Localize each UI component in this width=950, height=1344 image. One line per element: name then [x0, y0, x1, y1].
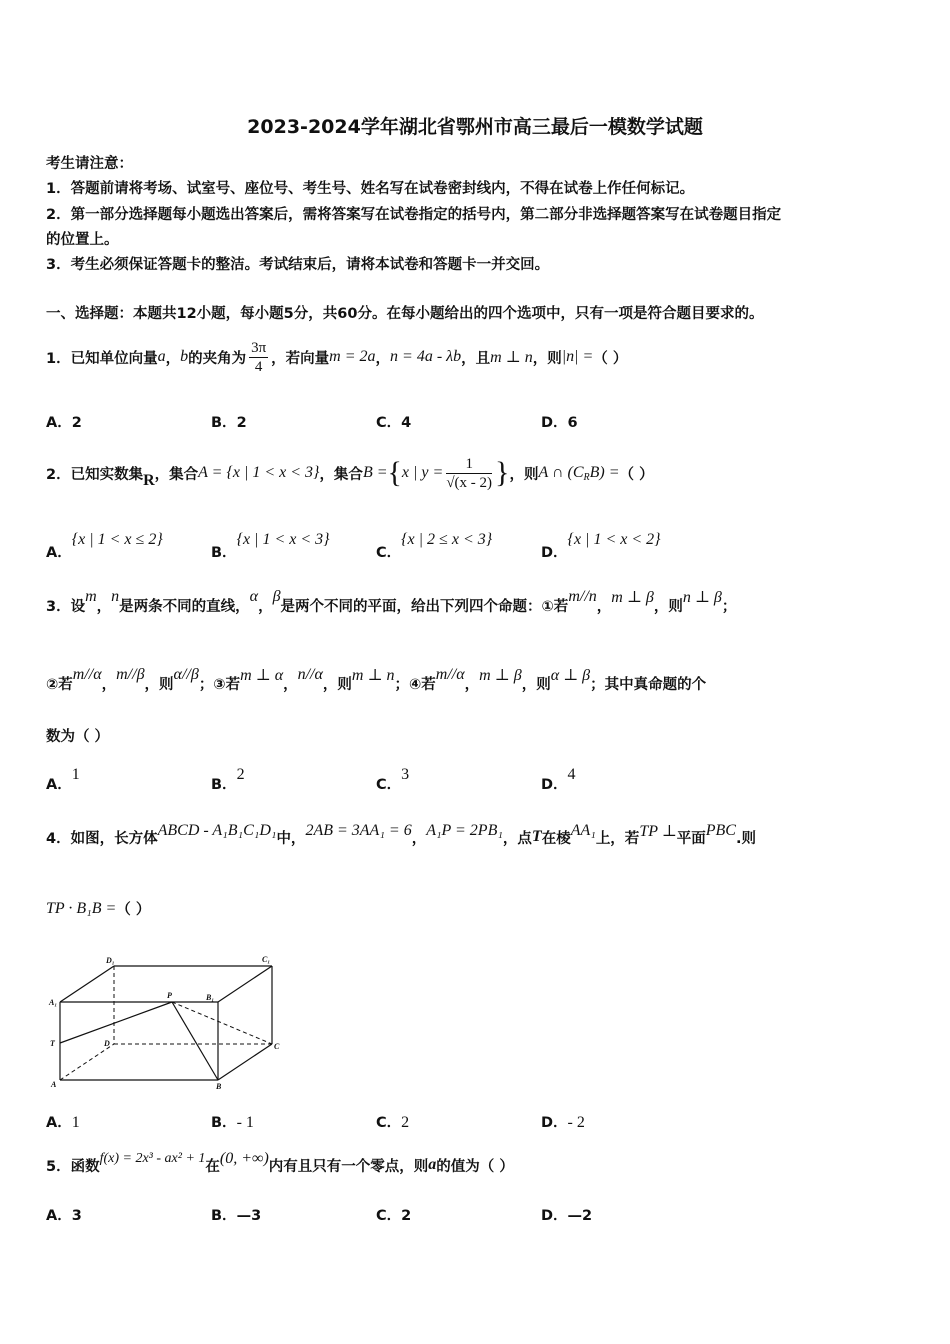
q4-option-a-value: 1	[71, 1114, 80, 1131]
notice-item-2: 2．第一部分选择题每小题选出答案后，需将答案写在试卷指定的括号内，第二部分非选择题答案写在试卷题目指定	[46, 207, 782, 223]
q5-option-a-label: A．	[46, 1208, 72, 1224]
q3-n: n	[111, 588, 120, 605]
q3-l2-end: ；其中真命题的个	[590, 676, 707, 693]
q4-paren: （ ）	[116, 902, 151, 918]
q3-l2-2: ②若	[46, 676, 73, 693]
q3-option-b[interactable]	[211, 763, 245, 793]
q2-option-d-value: {x | 1 < x < 2}	[567, 531, 661, 548]
q4-AA1: AA₁	[570, 822, 596, 839]
label-D1: D₁	[106, 956, 115, 965]
q4-option-b-value: - 1	[236, 1114, 254, 1131]
q4-end: .则	[735, 830, 756, 847]
q3-prefix: 3．设	[46, 598, 86, 615]
q1-mid2: ，若向量	[271, 350, 330, 367]
q4-dot: TP · B₁B =	[46, 899, 117, 917]
q3-mid2: 是两个不同的平面，给出下列四个命题：①若	[280, 598, 569, 615]
q1-option-c[interactable]	[376, 411, 411, 432]
q4-option-b-label: B．	[211, 1115, 237, 1131]
q4-mid5: 平面	[676, 830, 706, 847]
q2-R: R	[143, 472, 155, 489]
q3-option-d-label: D．	[541, 777, 568, 793]
segment-PB	[172, 1002, 218, 1080]
q3-comma3: ，	[596, 598, 612, 615]
q4-T: T	[531, 828, 542, 845]
q1-sep2: ，	[375, 350, 391, 367]
label-T: T	[50, 1039, 55, 1048]
edge-BC	[218, 1044, 272, 1080]
q1-mid3: ，且	[461, 350, 491, 367]
q3-option-b-value: 2	[236, 766, 245, 783]
edge-B1C1	[218, 966, 272, 1002]
q3-option-a-label: A．	[46, 777, 72, 793]
q5-option-b-label: B．	[211, 1208, 237, 1224]
q1-angle-fraction	[249, 339, 268, 376]
q3-ze1: ，则	[653, 598, 683, 615]
q5-option-c-value: 2	[401, 1208, 412, 1224]
q2-B-lhs: B =	[362, 464, 388, 481]
q1-option-c-label: C．	[376, 415, 402, 431]
q3-p2c: α//β	[173, 666, 199, 683]
q2-brace-open: {	[387, 456, 402, 489]
q1-option-b[interactable]	[211, 411, 247, 432]
q3-option-d[interactable]	[541, 763, 576, 793]
q4-option-d-value: - 2	[567, 1114, 585, 1131]
q5-func: f(x) = 2x³ - ax² + 1	[99, 1151, 206, 1166]
q3-option-a-value: 1	[71, 766, 80, 783]
label-C1: C₁	[262, 955, 271, 964]
q5-option-d-value: —2	[567, 1208, 593, 1224]
q2-option-c-label: C．	[376, 545, 402, 561]
q3-p1c: n ⊥ β	[682, 589, 722, 606]
q2-option-a[interactable]	[46, 528, 163, 561]
q3-comma4: ，	[101, 676, 117, 693]
q4-option-c[interactable]	[376, 1111, 409, 1132]
q3-l2-4: ；④若	[394, 676, 436, 693]
q3-mid1: 是两条不同的直线，	[119, 598, 250, 615]
q1-mid1: 的夹角为	[188, 350, 247, 367]
q1-n-expr: n = 4a - λb	[390, 348, 462, 365]
q2-option-a-value: {x | 1 < x ≤ 2}	[71, 531, 163, 548]
label-P: P	[167, 991, 172, 1000]
question-5	[46, 1150, 514, 1180]
q3-p4c: α ⊥ β	[550, 667, 591, 684]
q3-p1b: m ⊥ β	[611, 589, 654, 606]
q2-option-b-label: B．	[211, 545, 237, 561]
q4-option-d-label: D．	[541, 1115, 568, 1131]
question-3-line-2	[46, 668, 706, 698]
question-4-line-1	[46, 822, 756, 852]
q3-option-c-value: 3	[401, 766, 410, 783]
question-1	[46, 332, 627, 382]
page-title: 2023-2024学年湖北省鄂州市高三最后一模数学试题	[247, 116, 703, 138]
q1-sep1: ，	[165, 350, 181, 367]
q3-comma6: ，	[464, 676, 480, 693]
q3-p3a: m ⊥ α	[240, 667, 284, 684]
q5-option-a-value: 3	[71, 1208, 82, 1224]
q3-beta: β	[272, 588, 281, 605]
q2-prefix: 2．已知实数集	[46, 466, 144, 483]
question-4-line-2	[46, 898, 150, 919]
q4-option-c-value: 2	[401, 1114, 410, 1131]
q1-option-d[interactable]	[541, 411, 578, 432]
q3-option-c[interactable]	[376, 763, 410, 793]
label-A1: A₁	[49, 998, 58, 1007]
q2-mid1: ，集合	[154, 466, 199, 483]
q1-prefix: 1．已知单位向量	[46, 350, 158, 367]
q4-PBC: PBC	[705, 822, 736, 839]
q5-option-a[interactable]	[46, 1204, 82, 1225]
q5-a: a	[428, 1156, 437, 1173]
q5-prefix: 5．函数	[46, 1158, 100, 1175]
q3-semi1: ；	[721, 598, 737, 615]
q2-A-set: A = {x | 1 < x < 3}	[198, 464, 320, 481]
q3-option-b-label: B．	[211, 777, 237, 793]
q2-frac-den: √(x - 2)	[446, 474, 493, 491]
edge-AD-hidden	[60, 1044, 114, 1080]
notice-item-2-cont: 的位置上。	[46, 232, 119, 248]
q1-b: b	[180, 348, 189, 365]
segment-TP	[60, 1002, 172, 1043]
q1-option-a-value: 2	[71, 415, 82, 431]
q4-mid4: 上，若	[595, 830, 640, 847]
q5-option-b-value: —3	[236, 1208, 262, 1224]
q2-mid2: ，集合	[319, 466, 363, 483]
q1-option-c-value: 4	[401, 415, 412, 431]
q3-comma: ，	[96, 598, 112, 615]
q4-mid3: 在棱	[541, 830, 571, 847]
q1-option-a[interactable]	[46, 411, 82, 432]
notice-item-3: 3．考生必须保证答题卡的整洁。考试结束后，请将本试卷和答题卡一并交回。	[46, 257, 550, 273]
q3-l2-3: ；③若	[198, 676, 241, 693]
label-B1: B₁	[206, 993, 215, 1002]
q2-sub: R	[583, 471, 590, 483]
q4-mid2: ，点	[502, 830, 532, 847]
q1-m-expr: m = 2a	[329, 348, 376, 365]
q2-option-c-value: {x | 2 ≤ x < 3}	[401, 531, 493, 548]
q2-option-b-value: {x | 1 < x < 3}	[236, 531, 330, 548]
q2-paren: （ ）	[619, 466, 654, 483]
q4-option-a[interactable]	[46, 1111, 80, 1132]
q3-option-c-label: C．	[376, 777, 402, 793]
q5-option-b[interactable]	[211, 1204, 261, 1225]
q2-frac-num: 1	[446, 455, 492, 474]
q4-box: ABCD - A₁B₁C₁D₁	[157, 822, 277, 839]
notice-heading: 考生请注意：	[46, 156, 133, 172]
q4-eq1: 2AB = 3AA₁ = 6	[305, 822, 412, 839]
q2-option-d-label: D．	[541, 545, 568, 561]
q1-perp: m ⊥ n	[490, 349, 533, 366]
q2-brace-close: }	[495, 456, 510, 489]
q4-option-b[interactable]	[211, 1111, 254, 1132]
q2-fraction	[446, 455, 492, 492]
q5-option-d[interactable]	[541, 1204, 592, 1225]
segment-PC	[172, 1002, 272, 1044]
q3-p4a: m//α	[435, 666, 465, 683]
q3-ze4: ，则	[521, 676, 551, 693]
q5-option-c[interactable]	[376, 1204, 411, 1225]
q1-option-d-label: D．	[541, 415, 568, 431]
q2-mid3: ，则	[509, 466, 539, 483]
q1-option-b-value: 2	[236, 415, 247, 431]
q4-option-c-label: C．	[376, 1115, 402, 1131]
q2-B-inner: x | y =	[401, 464, 444, 481]
q4-comma: ，	[411, 830, 427, 847]
question-3-line-3: 数为（ ）	[46, 729, 110, 745]
q5-option-d-label: D．	[541, 1208, 568, 1224]
q1-angle-num: 3π	[251, 339, 267, 356]
q1-paren: （ ）	[593, 350, 628, 367]
q5-end: 的值为（ ）	[436, 1158, 514, 1175]
question-2	[46, 448, 654, 498]
q1-mid4: ，则	[532, 350, 562, 367]
q2-option-c[interactable]	[376, 528, 493, 561]
q4-prefix: 4．如图，长方体	[46, 830, 158, 847]
q3-m: m	[85, 588, 97, 605]
edge-A1D1	[60, 966, 114, 1002]
q3-p1a: m//n	[568, 588, 597, 605]
q3-p2a: m//α	[72, 666, 102, 683]
q1-option-d-value: 6	[567, 415, 578, 431]
q2-expr2: B) =	[589, 464, 620, 481]
q3-p3b: n//α	[297, 666, 323, 683]
label-B: B	[216, 1082, 222, 1090]
q1-option-a-label: A．	[46, 415, 72, 431]
label-A: A	[51, 1080, 57, 1089]
q3-comma2: ，	[258, 598, 273, 615]
q5-option-c-label: C．	[376, 1208, 402, 1224]
q5-mid1: 在	[205, 1158, 220, 1175]
q4-eq2: A₁P = 2PB₁	[426, 822, 503, 839]
notice-item-1: 1．答题前请将考场、试室号、座位号、考生号、姓名写在试卷密封线内，不得在试卷上作任何标记。	[46, 181, 695, 197]
cuboid-figure	[46, 950, 296, 1090]
q5-mid2: 内有且只有一个零点，则	[268, 1158, 429, 1175]
q4-option-a-label: A．	[46, 1115, 72, 1131]
q3-option-d-value: 4	[567, 766, 576, 783]
q4-option-d[interactable]	[541, 1111, 585, 1132]
q2-option-a-label: A．	[46, 545, 72, 561]
q3-ze2: ，则	[144, 676, 174, 693]
label-C: C	[274, 1042, 280, 1051]
q3-p3c: m ⊥ n	[351, 667, 395, 684]
q1-abs-n: |n| =	[561, 348, 594, 365]
q3-option-a[interactable]	[46, 763, 80, 793]
q2-expr: A ∩ (C	[538, 464, 584, 481]
q5-interval: (0, +∞)	[219, 1150, 269, 1167]
q4-TP: TP ⊥	[639, 823, 677, 840]
question-3-line-1	[46, 590, 736, 620]
q3-p4b: m ⊥ β	[479, 667, 522, 684]
q3-p2b: m//β	[116, 666, 145, 683]
q3-ze3: ，则	[322, 676, 352, 693]
q3-alpha: α	[249, 588, 259, 605]
q1-option-b-label: B．	[211, 415, 237, 431]
q4-mid1: 中，	[276, 830, 306, 847]
label-D: D	[104, 1039, 110, 1048]
section-heading: 一、选择题：本题共12小题，每小题5分，共60分。在每小题给出的四个选项中，只有一项是符合题目要求的。	[46, 306, 764, 322]
q3-comma5: ，	[283, 676, 298, 693]
q1-a: a	[157, 348, 166, 365]
q1-angle-den: 4	[254, 358, 263, 375]
q2-option-d[interactable]	[541, 528, 661, 561]
q2-option-b[interactable]	[211, 528, 330, 561]
